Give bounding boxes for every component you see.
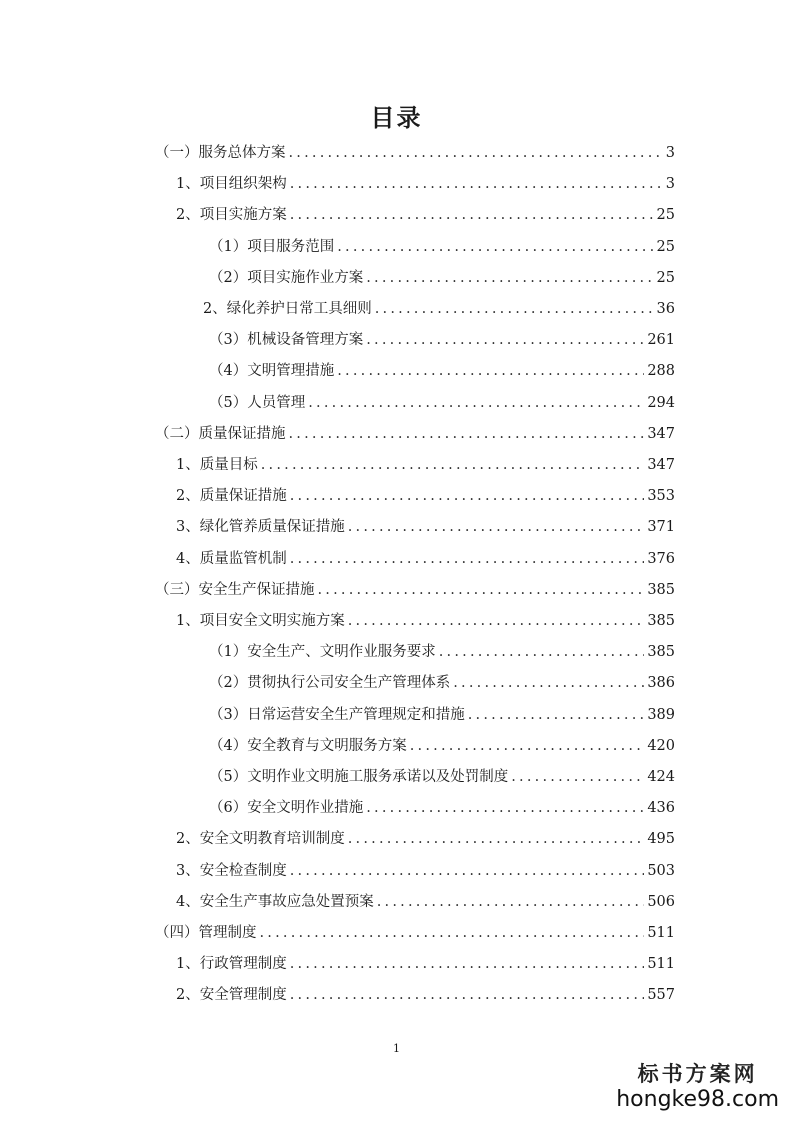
toc-dot-leader [366, 793, 644, 824]
toc-entry-page: 371 [647, 519, 675, 536]
toc-dot-leader [290, 200, 654, 231]
toc-entry-page: 511 [647, 956, 675, 973]
toc-entry[interactable] [209, 325, 675, 356]
toc-entry[interactable] [155, 575, 675, 606]
toc-entry-label: 4、安全生产事故应急处置预案 [176, 893, 374, 910]
page-number: 1 [393, 1042, 400, 1055]
toc-entry-label: （四）管理制度 [155, 925, 257, 941]
toc-dot-leader [260, 918, 645, 949]
toc-entry[interactable] [209, 762, 675, 793]
toc-dot-leader [318, 575, 645, 606]
toc-dot-leader [366, 263, 653, 294]
toc-entry[interactable] [176, 824, 675, 855]
toc-entry-label: （三）安全生产保证措施 [155, 581, 315, 598]
toc-dot-leader [439, 637, 645, 668]
toc-entry-page: 347 [647, 457, 675, 473]
watermark [616, 1058, 779, 1112]
toc-entry-page: 25 [656, 238, 675, 255]
toc-entry[interactable] [176, 200, 675, 231]
toc-entry-label: （1）项目服务范围 [209, 238, 335, 255]
toc-entry-page: 3 [665, 145, 675, 161]
toc-entry-page: 353 [647, 488, 675, 505]
toc-entry-label: （二）质量保证措施 [155, 425, 286, 442]
toc-entry-label: （2）贯彻执行公司安全生产管理体系 [209, 675, 451, 692]
toc-dot-leader [337, 232, 653, 263]
toc-entry[interactable] [176, 980, 675, 1011]
toc-entry[interactable] [176, 887, 675, 918]
toc-entry-page: 25 [656, 207, 675, 224]
toc-dot-leader [511, 762, 644, 793]
toc-entry[interactable] [209, 793, 675, 824]
toc-entry-page: 420 [647, 737, 675, 754]
toc-entry-label: 3、绿化管养质量保证措施 [176, 519, 345, 536]
toc-entry-label: 2、质量保证措施 [176, 488, 287, 505]
toc-entry-page: 511 [647, 925, 675, 941]
toc-entry-page: 347 [647, 425, 675, 442]
toc-dot-leader [290, 544, 645, 575]
toc-entry-label: 1、质量目标 [176, 457, 258, 473]
toc-dot-leader [337, 356, 644, 387]
toc-dot-leader [289, 138, 663, 169]
toc-entry-page: 261 [647, 332, 675, 349]
toc-entry-label: （3）机械设备管理方案 [209, 332, 364, 349]
toc-entry-page: 3 [665, 176, 675, 193]
toc-entry[interactable] [209, 232, 675, 263]
toc-dot-leader [348, 606, 645, 637]
toc-dot-leader [410, 731, 645, 762]
toc-dot-leader [290, 980, 645, 1011]
toc-entry-label: 4、质量监管机制 [176, 550, 287, 567]
toc-dot-leader [366, 325, 644, 356]
toc-entry-label: 3、安全检查制度 [176, 862, 287, 879]
toc-dot-leader [289, 419, 645, 450]
toc-entry-page: 386 [647, 675, 675, 692]
toc-dot-leader [377, 887, 645, 918]
toc-entry-label: （4）文明管理措施 [209, 363, 335, 380]
toc-entry[interactable] [209, 731, 675, 762]
toc-entry[interactable] [155, 419, 675, 450]
toc-entry-label: 2、安全文明教育培训制度 [176, 831, 345, 848]
toc-entry-label: 1、项目组织架构 [176, 176, 287, 193]
toc-entry-label: 2、安全管理制度 [176, 987, 287, 1004]
toc-entry-page: 503 [647, 862, 675, 879]
toc-entry[interactable] [176, 481, 675, 512]
toc-entry[interactable] [209, 637, 675, 668]
toc-dot-leader [290, 481, 645, 512]
toc-entry-page: 36 [656, 301, 675, 317]
toc-entry[interactable] [155, 138, 675, 169]
toc-dot-leader [375, 294, 654, 325]
toc-entry[interactable] [209, 668, 675, 699]
toc-entry[interactable] [176, 512, 675, 543]
toc-dot-leader [468, 700, 645, 731]
toc-entry-label: （一）服务总体方案 [155, 145, 286, 161]
toc-entry[interactable] [176, 949, 675, 980]
toc-entry-label: （3）日常运营安全生产管理规定和措施 [209, 706, 465, 723]
watermark-site-name: 标书方案网 [637, 1061, 758, 1086]
toc-entry-page: 385 [647, 644, 675, 661]
toc-entry-page: 385 [647, 581, 675, 598]
toc-entry[interactable] [176, 450, 675, 481]
toc-dot-leader [308, 388, 644, 419]
toc-dot-leader [453, 668, 644, 699]
toc-entry-page: 294 [647, 394, 675, 411]
toc-entry[interactable] [176, 169, 675, 200]
toc-entry-label: （1）安全生产、文明作业服务要求 [209, 644, 436, 661]
toc-entry[interactable] [209, 700, 675, 731]
toc-entry-label: （2）项目实施作业方案 [209, 269, 364, 286]
toc-entry[interactable] [176, 544, 675, 575]
toc-dot-leader [290, 856, 645, 887]
toc-dot-leader [348, 512, 645, 543]
toc-dot-leader [290, 949, 645, 980]
toc-entry-page: 25 [656, 269, 675, 286]
toc-dot-leader [261, 450, 645, 481]
toc-entry-label: 2、项目实施方案 [176, 207, 287, 224]
toc-entry-label: （4）安全教育与文明服务方案 [209, 737, 407, 754]
toc-entry[interactable] [209, 388, 675, 419]
toc-entry-label: 2、绿化养护日常工具细则 [203, 301, 372, 317]
toc-entry-page: 495 [647, 831, 675, 848]
toc-entry-page: 389 [647, 706, 675, 723]
toc-dot-leader [348, 824, 645, 855]
toc-entry[interactable] [203, 294, 675, 325]
toc-entry-page: 376 [647, 550, 675, 567]
toc-entry-page: 288 [647, 363, 675, 380]
toc-entry[interactable] [155, 918, 675, 949]
toc-entry-page: 557 [647, 987, 675, 1004]
toc-entry-label: （5）文明作业文明施工服务承诺以及处罚制度 [209, 769, 509, 785]
page-title: 目录 [370, 104, 423, 132]
toc-entry[interactable] [176, 856, 675, 887]
toc-entry-page: 424 [647, 769, 675, 785]
toc-entry-label: （6）安全文明作业措施 [209, 800, 364, 817]
toc-entry-label: 1、行政管理制度 [176, 956, 287, 973]
toc-entry-label: （5）人员管理 [209, 394, 306, 411]
toc-entry[interactable] [209, 263, 675, 294]
watermark-url: hongke98.com [616, 1087, 779, 1112]
toc-entry-page: 506 [647, 893, 675, 910]
toc-entry-page: 385 [647, 613, 675, 629]
toc-entry[interactable] [209, 356, 675, 387]
toc-entry-page: 436 [647, 800, 675, 817]
toc-dot-leader [290, 169, 663, 200]
toc-entry-label: 1、项目安全文明实施方案 [176, 613, 345, 629]
toc-entry[interactable] [176, 606, 675, 637]
